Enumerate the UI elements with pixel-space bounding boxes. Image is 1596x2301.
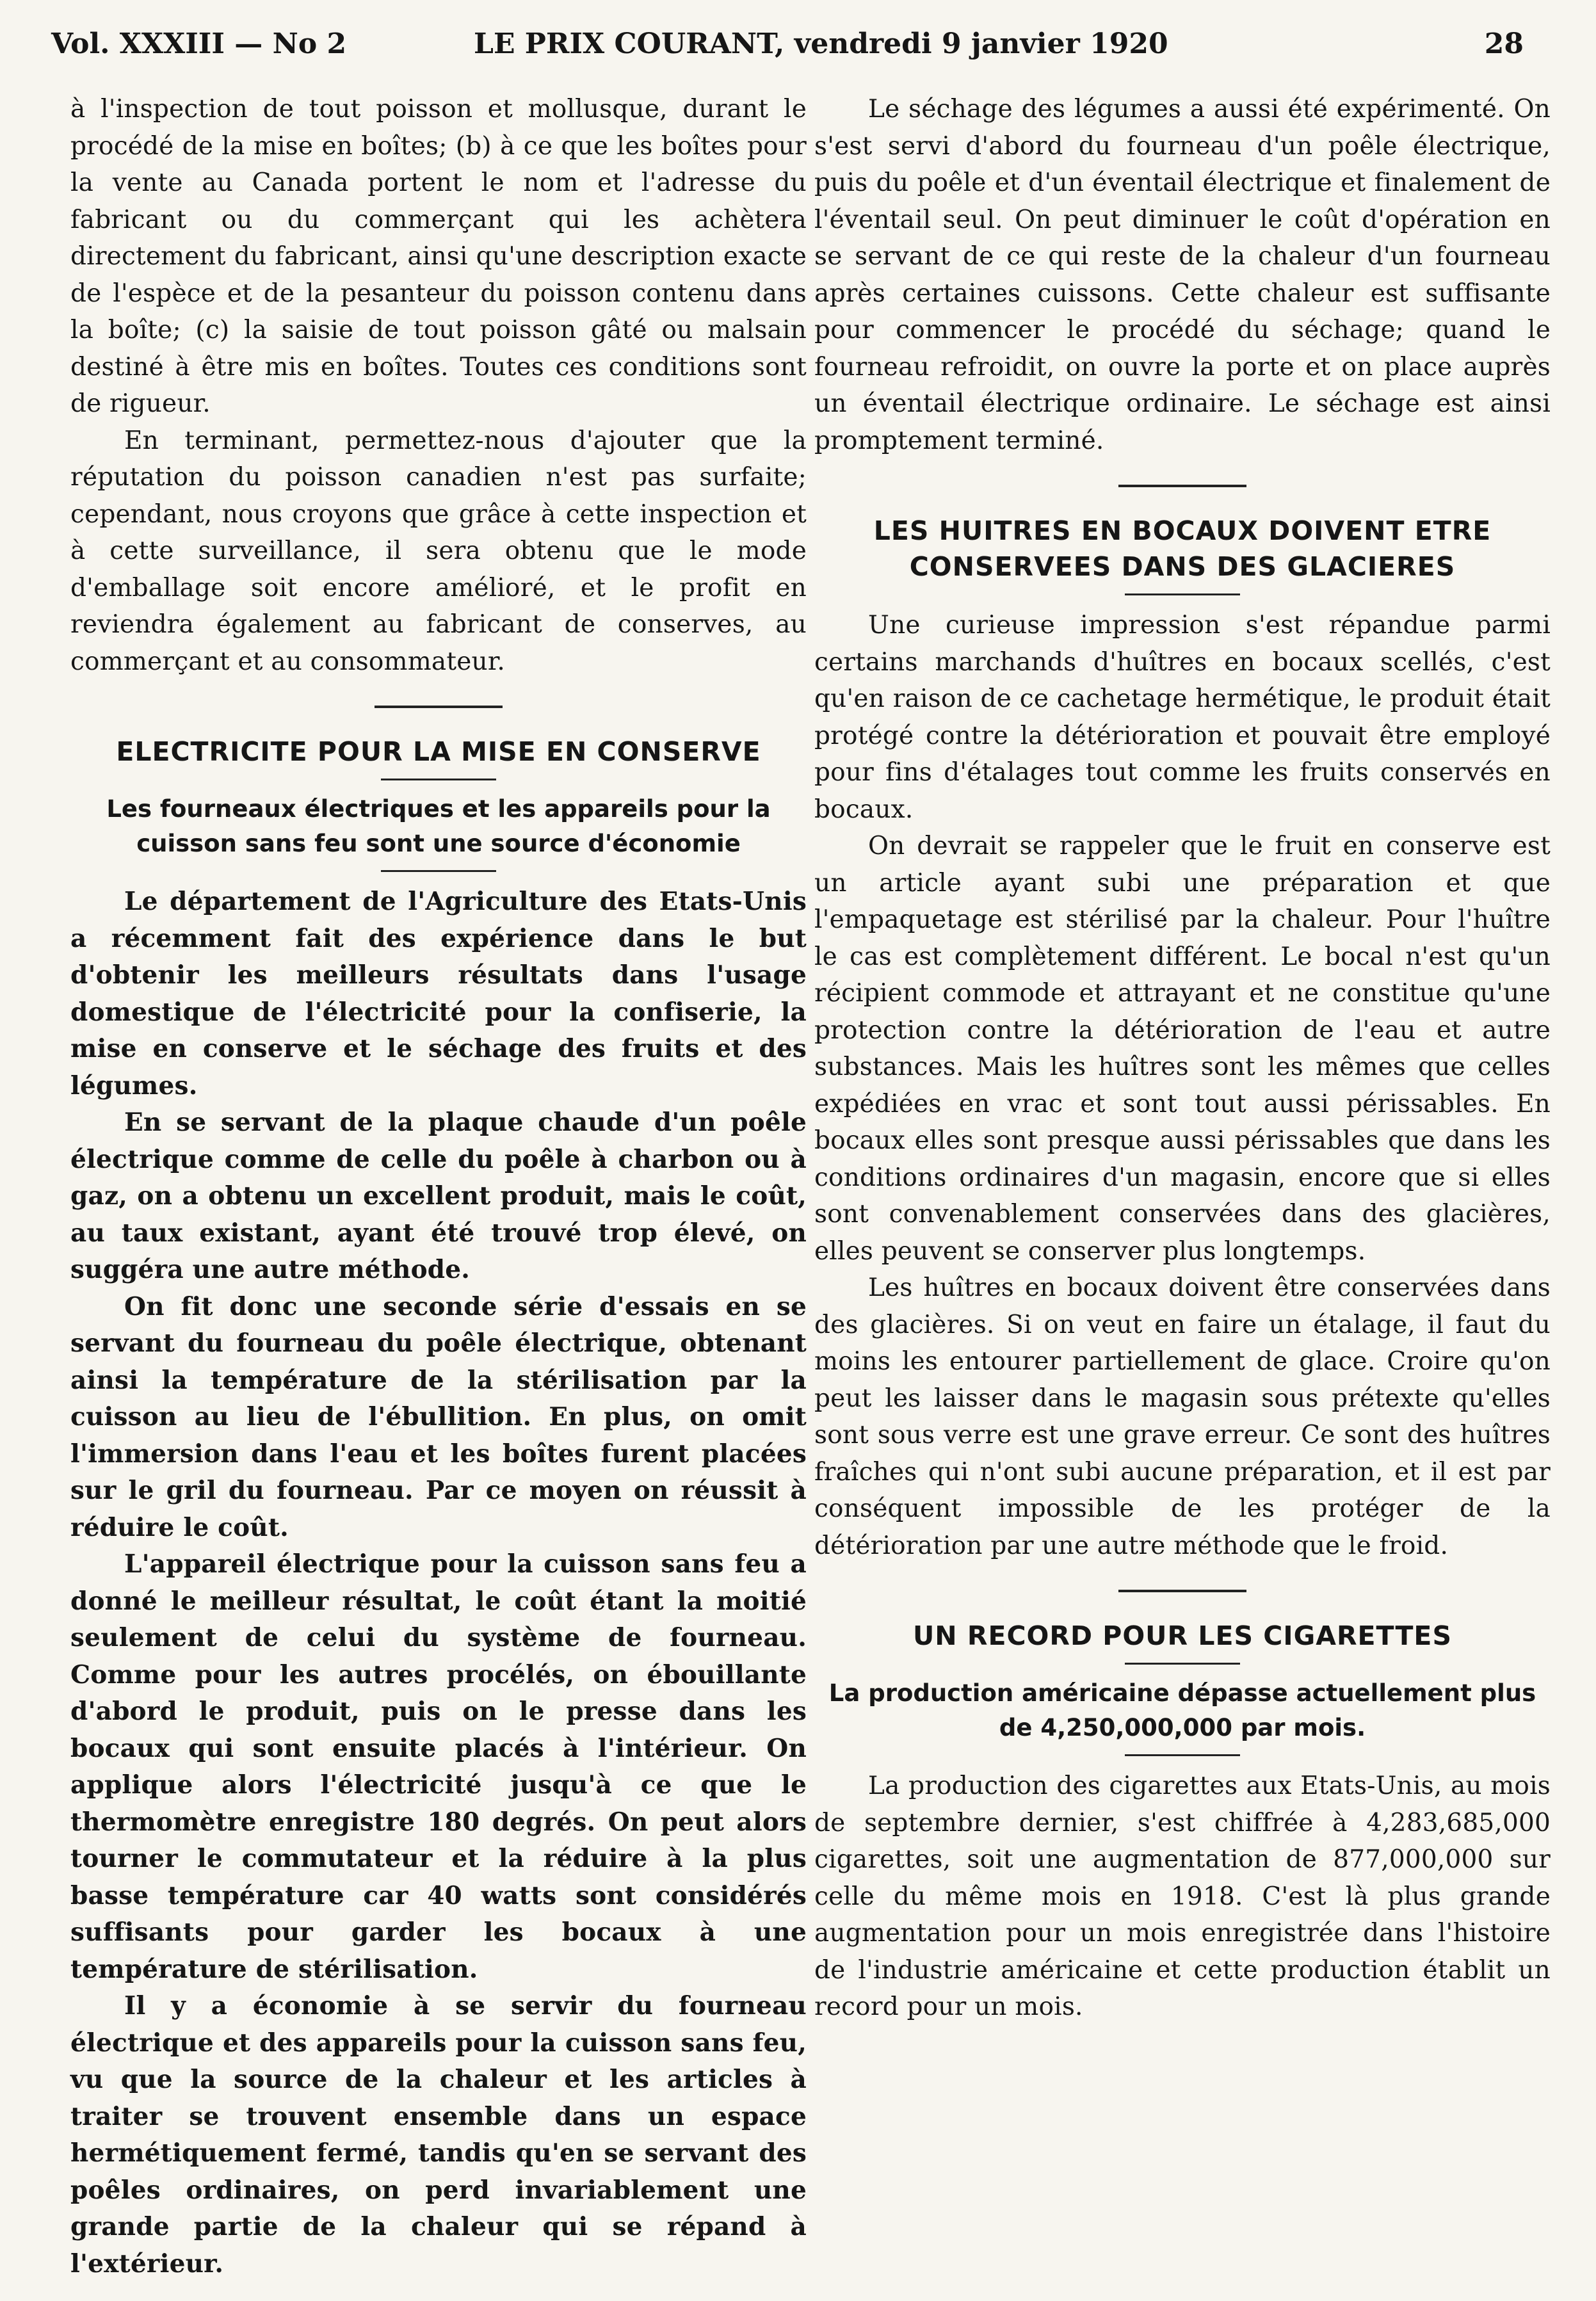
article-subtitle: La production américaine dépasse actuellement plus de 4,250,000,000 par mois. [828, 1679, 1536, 1741]
article-subtitle: Les fourneaux électriques et les appareils pour la cuisson sans feu sont une source d'économie [106, 795, 771, 857]
section-divider [1118, 485, 1246, 487]
subtitle-rule [381, 870, 496, 872]
paragraph: La production des cigarettes aux Etats-Unis, au mois de septembre dernier, s'est chiffrée à 4,283,685,000 cigarettes, soit une augmentation de 877,000,000 sur celle du même mois en 1918. C'est là plus grande augmentation pour un mois enregistrée dans l'histoire de l'industrie américaine et cette production établit un record pour un mois. [814, 1772, 1551, 2021]
page-header [51, 22, 1524, 67]
paragraph: On devrait se rappeler que le fruit en conserve est un article ayant subi une préparation et que l'empaquetage est stérilisé par la chaleur. Pour l'huître le cas est complètement différent. Le bocal n'est qu'un récipient commode et attrayant et ne constitue qu'une protection contre la détérioration de l'eau et autre substances. Mais les huîtres sont les mêmes que celles expédiées en vrac et sont tout aussi périssables. En bocaux elles sont presque aussi périssables que dans les conditions ordinaires d'un magasin, encore que si elles sont convenablement conservées dans des glacières, elles peuvent se conserver plus longtemps. [814, 832, 1551, 1266]
paragraph: Les huîtres en bocaux doivent être conservées dans des glacières. Si on veut en faire un étalage, il faut du moins les entourer partiellement de glace. Croire qu'on peut les laisser dans le magasin sous prétexte qu'elles sont sous verre est une grave erreur. Ce sont des huîtres fraîches qui n'ont subi aucune préparation, et il est par conséquent impossible de les protéger de la détérioration par une autre méthode que le froid. [814, 1273, 1551, 1560]
paragraph: Une curieuse impression s'est répandue parmi certains marchands d'huîtres en bocaux scellés, c'est qu'en raison de ce cachetage hermétique, le produit était protégé contre la détérioration et pouvait être employé pour fins d'étalages tout comme les fruits conservés en bocaux. [814, 611, 1551, 824]
article-title: LES HUITRES EN BOCAUX DOIVENT ETRE CONSERVEES DANS DES GLACIERES [873, 515, 1492, 582]
paragraph: Il y a économie à se servir du fourneau électrique et des appareils pour la cuisson sans feu, vu que la source de la chaleur et les articles à traiter se trouvent ensemble dans un espace hermétiquement fermé, tandis qu'en se servant des poêles ordinaires, on perd invariablement une grande partie de la chaleur qui se répand à l'extérieur. [70, 1991, 807, 2279]
paragraph: Le département de l'Agriculture des Etats-Unis a récemment fait des expérience dans le but d'obtenir les meilleurs résultats dans l'usage domestique de l'électricité pour la confiserie, la mise en conserve et le séchage des fruits et des légumes. [70, 887, 807, 1101]
article-title: ELECTRICITE POUR LA MISE EN CONSERVE [116, 736, 761, 767]
right-column [814, 91, 1551, 2026]
section-divider [375, 706, 503, 708]
left-column [70, 91, 807, 2282]
paragraph: à l'inspection de tout poisson et mollusque, durant le procédé de la mise en boîtes; (b) à ce que les boîtes pour la vente au Canada portent le nom et l'adresse du fabricant ou du commerçant qui les achètera directement du fabricant, ainsi qu'une description exacte de l'espèce et de la pesanteur du poisson contenu dans la boîte; (c) la saisie de tout poisson gâté ou malsain destiné à être mis en boîtes. Toutes ces conditions sont de rigueur. [70, 95, 807, 418]
title-rule [381, 779, 496, 780]
paragraph: Le séchage des légumes a aussi été expérimenté. On s'est servi d'abord du fourneau d'un poêle électrique, puis du poêle et d'un éventail électrique et finalement de l'éventail seul. On peut diminuer le coût d'opération en se servant de ce qui reste de la chaleur d'un fourneau après certaines cuissons. Cette chaleur est suffisante pour commencer le procédé du séchage; quand le fourneau refroidit, on ouvre la porte et on place auprès un éventail électrique ordinaire. Le séchage est ainsi promptement terminé. [814, 95, 1551, 455]
publication-title: LE PRIX COURANT, vendredi 9 janvier 1920 [474, 28, 1168, 60]
section-divider [1118, 1590, 1246, 1592]
subtitle-rule [1125, 1754, 1240, 1756]
paragraph: En terminant, permettez-nous d'ajouter que la réputation du poisson canadien n'est pas surfaite; cependant, nous croyons que grâce à cette inspection et à cette surveillance, il sera obtenu que le mode d'emballage soit encore amélioré, et le profit en reviendra également au fabricant de conserves, au commerçant et au consommateur. [70, 426, 807, 676]
paragraph: En se servant de la plaque chaude d'un poêle électrique comme de celle du poêle à charbon ou à gaz, on a obtenu un excellent produit, mais le coût, au taux existant, ayant été trouvé trop élevé, on suggéra une autre méthode. [70, 1108, 807, 1284]
page-number: 28 [1484, 28, 1524, 60]
paragraph: On fit donc une seconde série d'essais en se servant du fourneau du poêle électrique, obtenant ainsi la température de la stérilisation par la cuisson au lieu de l'ébullition. En plus, on omit l'immersion dans l'eau et les boîtes furent placées sur le gril du fourneau. Par ce moyen on réussit à réduire le coût. [70, 1291, 807, 1542]
paragraph: L'appareil électrique pour la cuisson sans feu a donné le meilleur résultat, le coût étant la moitié seulement de celui du système de fourneau. Comme pour les autres procélés, on ébouillante d'abord le produit, puis on le presse dans les bocaux qui sont ensuite placés à l'intérieur. On applique alors l'électricité jusqu'à ce que le thermomètre enregistre 180 degrés. On peut alors tourner le commutateur et la réduire à la plus basse température car 40 watts sont considérés suffisants pour garder les bocaux à une température de stérilisation. [70, 1549, 807, 1984]
title-rule [1125, 1663, 1240, 1665]
title-rule [1125, 593, 1240, 595]
volume-number: Vol. XXXIII — No 2 [51, 28, 347, 60]
article-title: UN RECORD POUR LES CIGARETTES [913, 1620, 1452, 1651]
